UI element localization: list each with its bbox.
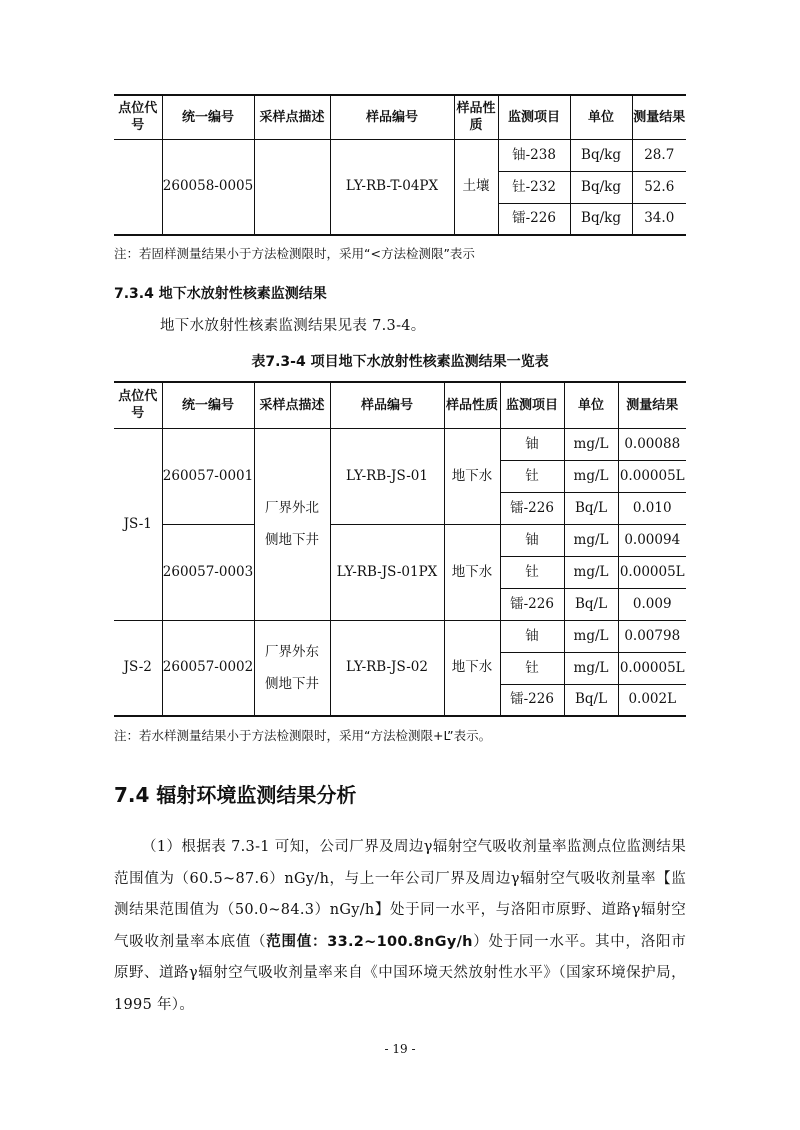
unit-cell: mg/L [564,428,618,460]
header-sampling-desc: 采样点描述 [254,382,330,428]
value-cell: 28.7 [632,139,686,171]
point-code-cell: JS-1 [123,515,152,532]
sample-nature-cell: 地下水 [444,428,500,524]
paragraph-text-b: ）处于同一水平。其中，洛阳市原野、道路γ辐射空气吸收剂量率来自《中国环境天然放射性水平》（国家环境保护局，1995 年）。 [114,933,686,1013]
unit-cell: Bq/L [564,684,618,716]
header-monitor-item: 监测项目 [498,95,570,139]
header-sample-nature: 样品性质 [454,95,498,139]
sample-nature-cell: 地下水 [444,620,500,716]
item-cell: 铀 [500,620,564,652]
groundwater-results-table [114,381,686,717]
value-cell: 34.0 [632,203,686,235]
sampling-desc-text: 厂界外东侧地下井 [265,643,319,692]
header-sample-code: 样品编号 [330,95,454,139]
unified-code-cell: 260057-0003 [162,524,254,620]
table-row [114,524,686,556]
item-cell: 镭-226 [498,203,570,235]
unit-cell: Bq/L [564,588,618,620]
table-row [114,428,686,460]
item-cell: 镭-226 [500,684,564,716]
item-cell: 镭-226 [500,588,564,620]
value-cell: 0.00088 [618,428,686,460]
item-cell: 钍 [500,556,564,588]
header-sample-code: 样品编号 [330,382,444,428]
sample-code-cell: LY-RB-JS-01 [330,428,444,524]
sample-code-cell: LY-RB-JS-01PX [330,524,444,620]
sample-nature-cell: 土壤 [454,139,498,235]
header-result: 测量结果 [632,95,686,139]
item-cell: 铀-238 [498,139,570,171]
header-sample-nature: 样品性质 [444,382,500,428]
paragraph-text-a: （1）根据表 7.3-1 可知，公司厂界及周边γ辐射空气吸收剂量率监测点位监测结果范围值为（60.5~87.6）nGy/h，与上一年公司厂界及周边γ辐射空气吸收剂量率【监测结果范围值为（50.0~84.3）nGy/h】处于同一水平，与洛阳市原野、道路γ辐射空气吸收剂量率本底值（ [114,839,686,950]
item-cell: 铀 [500,524,564,556]
value-cell: 52.6 [632,171,686,203]
value-cell: 0.009 [618,588,686,620]
point-code-cell: JS-2 [114,620,162,716]
unit-cell: mg/L [564,524,618,556]
point-code-cell [114,139,162,235]
table1-note: 注：若固样测量结果小于方法检测限时，采用“<方法检测限”表示 [114,246,475,261]
sampling-desc-text: 厂界外北侧地下井 [265,500,319,548]
value-cell: 0.010 [618,492,686,524]
value-cell: 0.00798 [618,620,686,652]
unit-cell: mg/L [564,620,618,652]
header-result: 测量结果 [618,382,686,428]
sample-code-cell: LY-RB-T-04PX [330,139,454,235]
item-cell: 钍-232 [498,171,570,203]
table-row [114,139,686,171]
table2-note: 注：若水样测量结果小于方法检测限时，采用“方法检测限+L”表示。 [114,728,492,743]
unit-cell: Bq/kg [570,203,632,235]
section-7-3-4-intro: 地下水放射性核素监测结果见表 7.3-4。 [160,318,426,334]
table-row [114,620,686,652]
header-point-code: 点位代号 [114,382,162,428]
unified-code-cell: 260057-0002 [162,620,254,716]
unit-cell: mg/L [564,652,618,684]
unit-cell: Bq/kg [570,139,632,171]
value-cell: 0.00005L [618,652,686,684]
paragraph-bold-range: 范围值：33.2~100.8nGy/h [266,933,473,950]
table2-caption: 表7.3-4 项目地下水放射性核素监测结果一览表 [251,354,549,370]
unified-code-cell: 260058-0005 [162,139,254,235]
section-7-3-4-heading: 7.3.4 地下水放射性核素监测结果 [114,286,327,302]
unified-code-cell: 260057-0001 [162,428,254,524]
header-sampling-desc: 采样点描述 [254,95,330,139]
soil-results-table [114,94,686,236]
item-cell: 铀 [500,428,564,460]
header-unit: 单位 [570,95,632,139]
section-7-4-paragraph [114,832,686,1021]
sample-nature-cell: 地下水 [444,524,500,620]
header-monitor-item: 监测项目 [500,382,564,428]
value-cell: 0.00005L [618,460,686,492]
unit-cell: mg/L [564,460,618,492]
sampling-desc-cell [254,620,330,716]
header-unit: 单位 [564,382,618,428]
header-unified-code: 统一编号 [162,382,254,428]
section-7-4-heading: 7.4 辐射环境监测结果分析 [114,783,357,807]
value-cell: 0.002L [618,684,686,716]
item-cell: 钍 [500,652,564,684]
value-cell: 0.00005L [618,556,686,588]
sample-code-cell: LY-RB-JS-02 [330,620,444,716]
value-cell: 0.00094 [618,524,686,556]
header-point-code: 点位代号 [114,95,162,139]
sampling-desc-cell [254,139,330,235]
sampling-desc-cell [254,428,330,620]
unit-cell: Bq/kg [570,171,632,203]
unit-cell: mg/L [564,556,618,588]
item-cell: 镭-226 [500,492,564,524]
page-number: - 19 - [384,1042,416,1056]
header-unified-code: 统一编号 [162,95,254,139]
unit-cell: Bq/L [564,492,618,524]
item-cell: 钍 [500,460,564,492]
